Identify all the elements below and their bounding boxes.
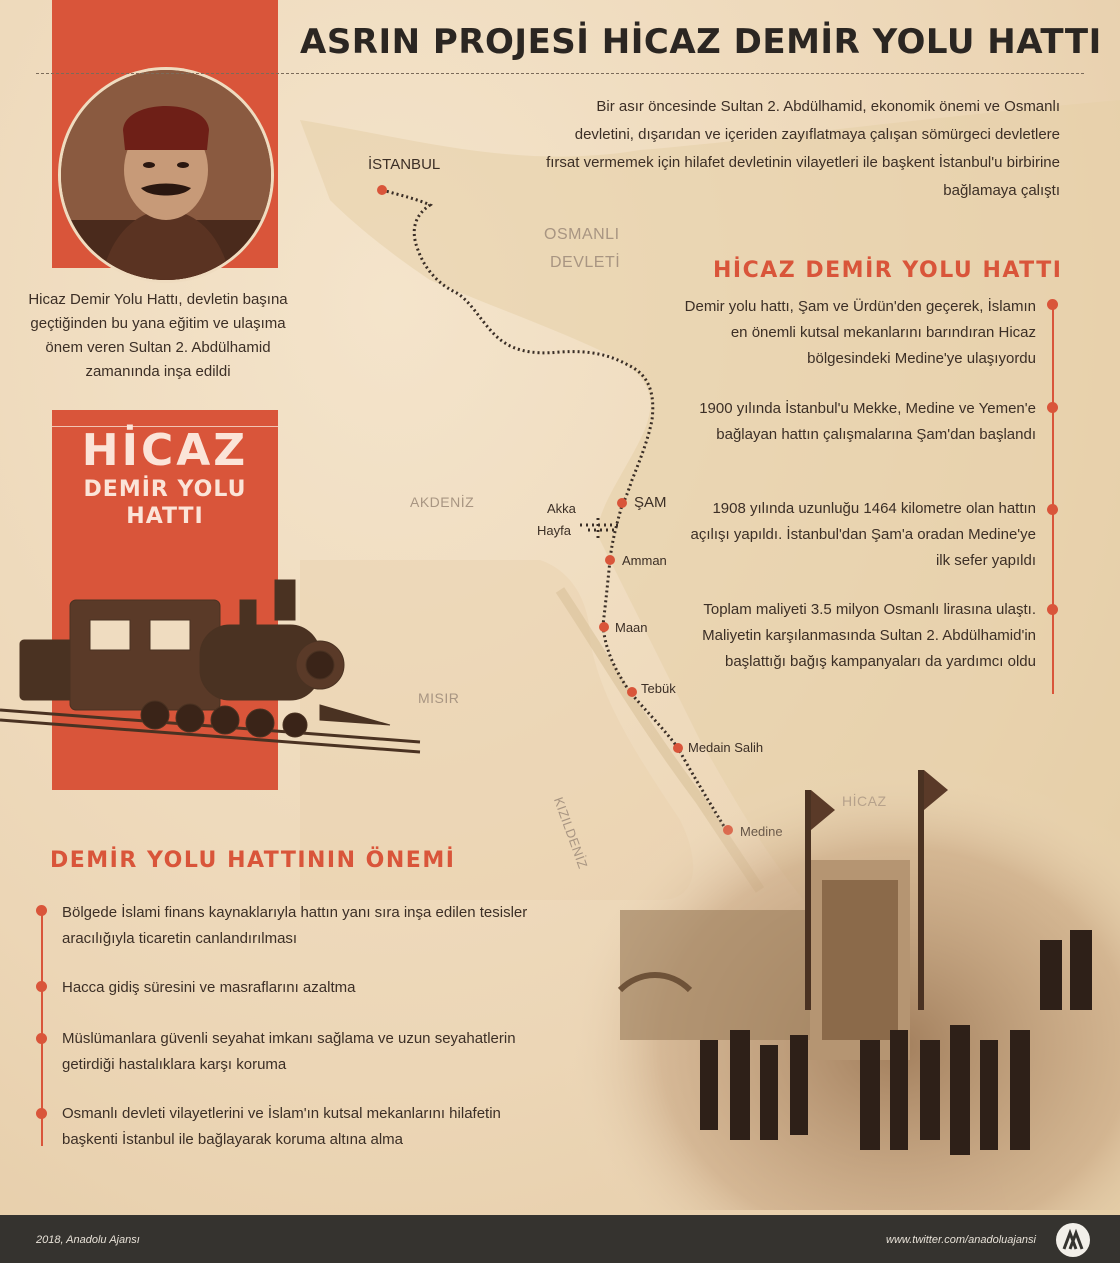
region-label-akdeniz: AKDENİZ — [410, 494, 475, 510]
intro-right-text: Bir asır öncesinde Sultan 2. Abdülhamid, ekonomik önemi ve Osmanlı devletini, dışarıdan ve içeriden zayıflatmaya çalışan sömürgeci devletlere fırsat vermemek için hilafet devletinin vilayetleri ile başkent İstanbul'u birbirine bağlamaya çalıştı — [546, 98, 1060, 199]
city-dot-istanbul — [377, 185, 387, 195]
city-label-amman: Amman — [622, 553, 667, 568]
page-title: ASRIN PROJESİ HİCAZ DEMİR YOLU HATTI — [300, 22, 1102, 62]
city-label-sam: ŞAM — [634, 494, 667, 511]
bullet-dot — [36, 1108, 47, 1119]
timeline-dot — [1047, 299, 1058, 310]
box-title-demir-yolu: DEMİR YOLU — [83, 477, 247, 502]
bullet-dot — [36, 1033, 47, 1044]
city-dot-sam — [617, 498, 627, 508]
importance-title: DEMİR YOLU HATTININ ÖNEMİ — [50, 848, 456, 873]
importance-item: Hacca gidiş süresini ve masraflarını azaltma — [62, 979, 356, 996]
title-divider — [36, 73, 1084, 74]
footer-credit: 2018, Anadolu Ajansı — [36, 1234, 140, 1246]
footer — [0, 1215, 1120, 1263]
bullet-dot — [36, 905, 47, 916]
importance-item: Osmanlı devleti vilayetlerini ve İslam'ın kutsal mekanlarını hilafetin başkenti İstanbul ile bağlayarak koruma altına alma — [62, 1105, 501, 1148]
sultan-portrait — [61, 70, 271, 280]
city-label-hayfa: Hayfa — [537, 523, 571, 538]
region-label-misir: MISIR — [418, 690, 460, 706]
region-label-osmanli: OSMANLI — [544, 226, 620, 243]
city-dot-amman — [605, 555, 615, 565]
importance-item: Müslümanlara güvenli seyahat imkanı sağlama ve uzun seyahatlerin getirdiği hastalıklara karşı koruma — [62, 1030, 516, 1073]
timeline-dot — [1047, 504, 1058, 515]
city-label-maan: Maan — [615, 620, 648, 635]
fact-item: Toplam maliyeti 3.5 milyon Osmanlı lirasına ulaştı. Maliyetin karşılanmasında Sultan 2. Abdülhamid'in başlattığı bağış kampanyaları da yardımcı oldu — [702, 601, 1036, 670]
box-title-line1: HİCAZ — [81, 425, 249, 476]
importance-item: Bölgede İslami finans kaynaklarıyla hattın yanı sıra inşa edilen tesisler aracılığıyla ticaretin canlandırılması — [62, 904, 528, 947]
city-label-tebuk: Tebük — [641, 681, 676, 696]
anadolu-logo-icon — [1056, 1223, 1090, 1257]
train-illustration — [0, 570, 430, 760]
city-dot-tebuk — [627, 687, 637, 697]
region-label-devleti: DEVLETİ — [550, 254, 621, 271]
timeline-line — [1052, 306, 1054, 694]
twitter-link[interactable]: www.twitter.com/anadoluajansi — [886, 1234, 1036, 1246]
opening-ceremony-photo — [560, 740, 1120, 1210]
city-label-istanbul: İSTANBUL — [368, 156, 441, 173]
fact-item: 1908 yılında uzunluğu 1464 kilometre olan hattın açılışı yapıldı. İstanbul'dan Şam'a oradan Medine'ye ilk sefer yapıldı — [690, 500, 1036, 569]
timeline-dot — [1047, 402, 1058, 413]
intro-left-text: Hicaz Demir Yolu Hattı, devletin başına geçtiğinden bu yana eğitim ve ulaşıma önem veren Sultan 2. Abdülhamid zamanında inşa edildi — [28, 291, 288, 380]
fact-item: 1900 yılında İstanbul'u Mekke, Medine ve Yemen'e bağlayan hattın çalışmalarına Şam'dan başlandı — [699, 400, 1036, 443]
timeline-dot — [1047, 604, 1058, 615]
city-label-akka: Akka — [547, 501, 576, 516]
facts-title: HİCAZ DEMİR YOLU HATTI — [713, 258, 1063, 283]
box-title-hatti: HATTI — [126, 504, 204, 529]
fact-item: Demir yolu hattı, Şam ve Ürdün'den geçerek, İslamın en önemli kutsal mekanlarını barındıran Hicaz bölgesindeki Medine'ye ulaşıyordu — [684, 298, 1036, 367]
bullet-dot — [36, 981, 47, 992]
box-title-line2 — [52, 476, 278, 530]
city-dot-maan — [599, 622, 609, 632]
